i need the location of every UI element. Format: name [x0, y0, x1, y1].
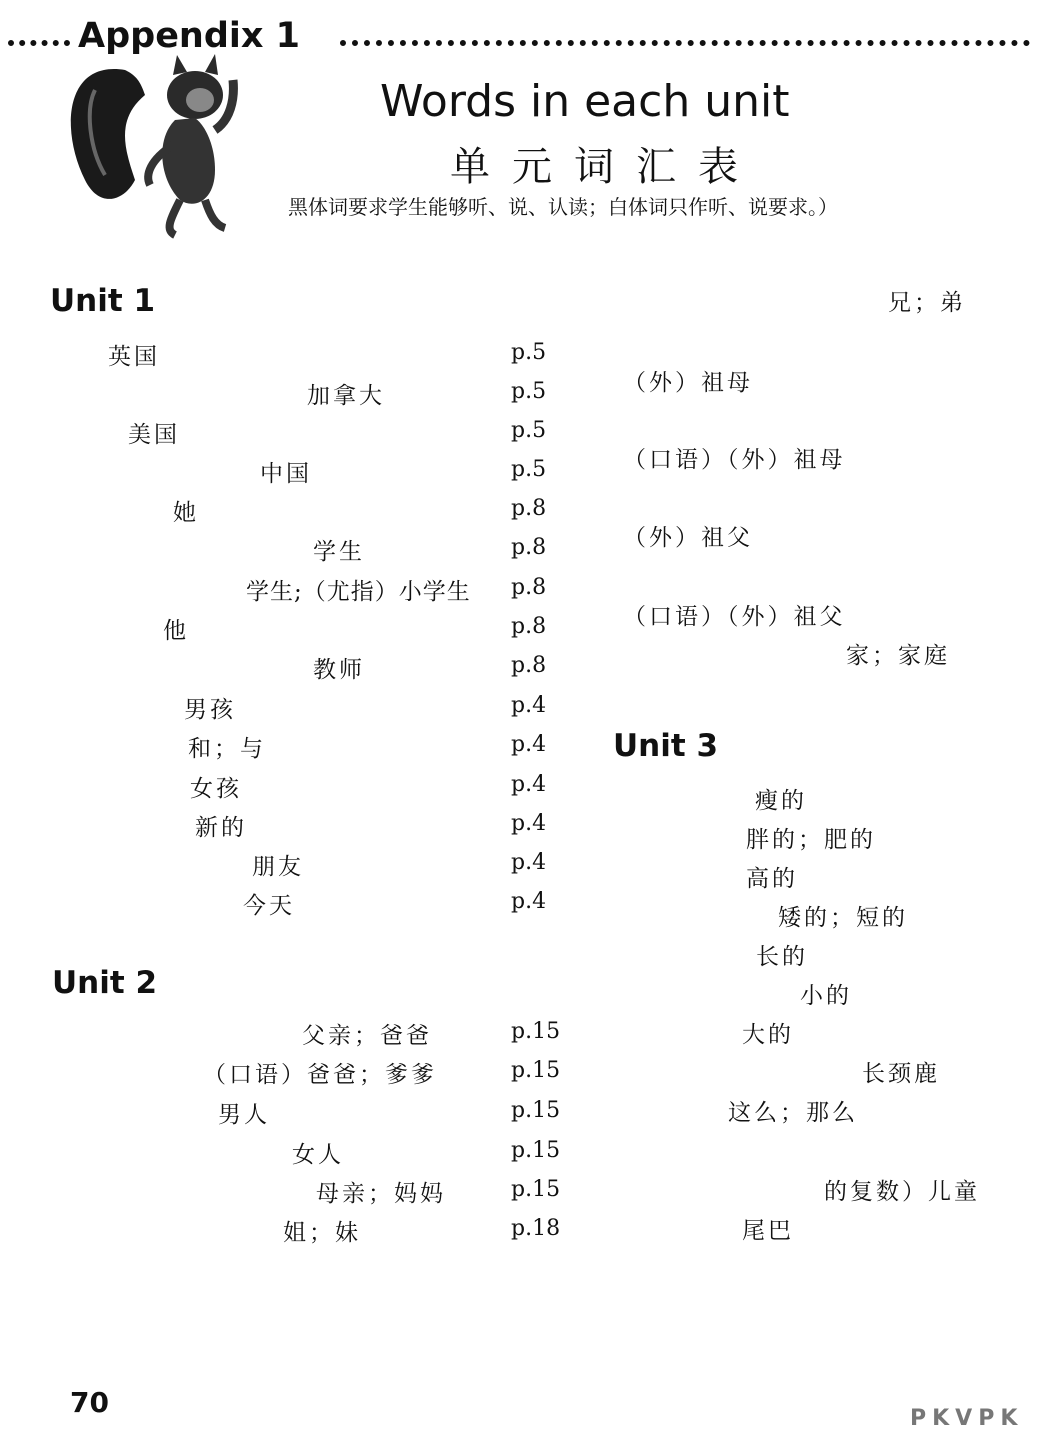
unit2-word: （口语）爸爸；爹爹: [203, 1062, 437, 1088]
unit1-word: 他: [163, 618, 189, 644]
unit1-page: p.8: [511, 653, 547, 678]
unit2-word: 姐；妹: [283, 1220, 361, 1246]
unit1-page: p.4: [511, 811, 547, 836]
unit2-continued-word: （外）祖父: [623, 525, 753, 551]
unit2-page: p.15: [511, 1058, 561, 1083]
unit1-page: p.8: [511, 614, 547, 639]
unit2-page: p.15: [511, 1098, 561, 1123]
unit3-word: 矮的；短的: [778, 905, 908, 931]
unit2-continued-word: 家；家庭: [846, 643, 950, 669]
unit1-page: p.5: [511, 418, 547, 443]
usage-note: 黑体词要求学生能够听、说、认读；白体词只作听、说要求。）: [288, 195, 838, 219]
unit3-word: 胖的；肥的: [746, 827, 876, 853]
unit2-word: 男人: [218, 1102, 270, 1128]
unit1-page: p.5: [511, 379, 547, 404]
unit2-page: p.18: [511, 1216, 561, 1241]
unit3-word: 尾巴: [742, 1218, 794, 1244]
page-number: 70: [70, 1386, 109, 1419]
unit1-word: 中国: [260, 461, 312, 487]
unit2-continued-word: （外）祖母: [623, 370, 753, 396]
unit3-heading: Unit 3: [613, 728, 719, 764]
unit1-page: p.5: [511, 457, 547, 482]
unit3-word: 这么；那么: [728, 1100, 858, 1126]
unit2-page: p.15: [511, 1138, 561, 1163]
unit1-word: 学生;（尤指）小学生: [246, 579, 471, 605]
unit1-word: 男孩: [184, 697, 236, 723]
page-title-en: Words in each unit: [380, 76, 790, 127]
unit1-word: 英国: [108, 344, 160, 370]
unit3-word: 长的: [756, 944, 808, 970]
unit1-page: p.8: [511, 575, 547, 600]
unit1-page: p.4: [511, 772, 547, 797]
unit2-word: 母亲；妈妈: [316, 1181, 446, 1207]
unit1-word: 今天: [243, 893, 295, 919]
unit1-word: 女孩: [190, 776, 242, 802]
unit2-continued-word: （口语）（外）祖父: [623, 604, 846, 630]
appendix-label: Appendix 1: [78, 16, 301, 56]
unit1-word: 教师: [313, 657, 365, 683]
unit1-page: p.5: [511, 340, 547, 365]
unit3-word: 小的: [800, 983, 852, 1009]
unit1-heading: Unit 1: [50, 283, 156, 319]
unit2-page: p.15: [511, 1019, 561, 1044]
unit1-word: 和；与: [188, 736, 266, 762]
squirrel-illustration: [55, 50, 265, 240]
unit2-continued-word: （口语）（外）祖母: [623, 447, 846, 473]
unit1-word: 朋友: [252, 854, 304, 880]
unit1-word: 新的: [195, 815, 247, 841]
watermark: PKVPK: [910, 1406, 1024, 1431]
unit2-continued-word: 兄；弟: [888, 290, 966, 316]
unit1-page: p.4: [511, 732, 547, 757]
unit2-page: p.15: [511, 1177, 561, 1202]
unit1-page: p.4: [511, 889, 547, 914]
unit1-word: 学生: [313, 539, 365, 565]
unit2-word: 女人: [292, 1142, 344, 1168]
unit3-word: 高的: [746, 866, 798, 892]
unit1-page: p.8: [511, 535, 547, 560]
unit2-word: 父亲；爸爸: [302, 1023, 432, 1049]
unit1-word: 加拿大: [307, 383, 385, 409]
unit3-word: 大的: [742, 1022, 794, 1048]
unit1-word: 美国: [128, 422, 180, 448]
page-title-zh: 单元词汇表: [450, 144, 760, 190]
unit3-word: 长颈鹿: [862, 1061, 940, 1087]
header-dots-right: [340, 40, 1030, 46]
unit2-heading: Unit 2: [52, 965, 158, 1001]
header-dots-left: [8, 40, 70, 46]
unit3-word: 的复数）儿童: [824, 1179, 980, 1205]
unit1-page: p.4: [511, 850, 547, 875]
unit1-page: p.8: [511, 496, 547, 521]
unit1-word: 她: [173, 500, 199, 526]
unit1-page: p.4: [511, 693, 547, 718]
unit3-word: 瘦的: [755, 788, 807, 814]
